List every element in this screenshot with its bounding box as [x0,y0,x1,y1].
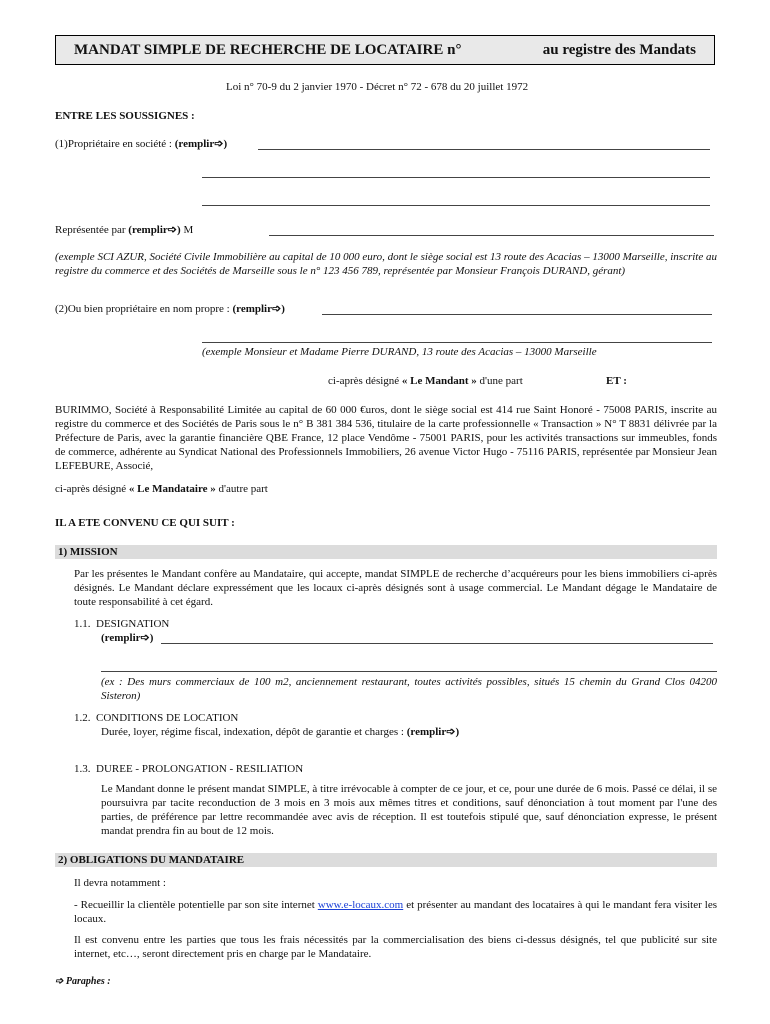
s12-heading [74,711,238,725]
owner-own-field-2[interactable] [202,342,712,343]
mission-text: Par les présentes le Mandant confère au Mandataire, qui accepte, mandat SIMPLE de recherche d’acquéreurs pour les biens immobiliers ci-après désignés. Le Mandant déclare expressément que les locaux ci-après désignés sont à usage commercial. Le Mandant dégage le Mandataire de toute responsabilité à cet égard. [74,568,717,608]
fees-paragraph: Il est convenu entre les parties que tous les frais nécessités par la commercialisation des biens ci-dessus désignés, tel que publicité sur site internet, etc…, seront directement pris en charge par le Mandataire. [74,934,717,960]
document-title: MANDAT SIMPLE DE RECHERCHE DE LOCATAIRE n° [74,42,462,58]
mandataire-post: d'autre part [215,483,268,495]
fill-marker: (remplir➩) [232,303,285,315]
owner-company-field-3[interactable] [202,205,710,206]
own-example: (exemple Monsieur et Madame Pierre DURAND, 13 route des Acacias – 13000 Marseille [202,346,597,358]
company-example: (exemple SCI AZUR, Société Civile Immobilière au capital de 10 000 euro, dont le siège social est 13 route des Acacias – 13000 Marseille, inscrite au registre du commerce et des Sociétés de Marseille sous le n° 123 456 789, représentée par Monsieur François DURAND, gérant) [55,251,717,277]
s12-title: CONDITIONS DE LOCATION [96,712,239,724]
obligations-section-bar [55,853,717,867]
mandant-designation [328,374,523,388]
designation-field-2[interactable] [101,671,717,672]
s11-title: DESIGNATION [96,618,170,630]
designation-field[interactable] [161,643,713,644]
fill-marker: (remplir➩) [174,138,228,150]
mandant-name: « Le Mandant » [401,375,477,387]
represented-row [55,223,193,237]
s12-row [101,725,459,739]
mission-heading: 1) MISSION [58,546,118,558]
s13-title: DUREE - PROLONGATION - RESILIATION [96,763,304,775]
agreed-heading: IL A ETE CONVENU CE QUI SUIT : [55,517,235,529]
fill-marker: (remplir➩) [101,632,154,644]
obligations-intro: Il devra notamment : [74,877,166,889]
owner-company-field[interactable] [258,149,710,150]
title-box [55,35,715,65]
owner-own-label: (2)Ou bien propriétaire en nom propre : [55,303,233,315]
owner-own-field[interactable] [322,314,712,315]
s11-example: (ex : Des murs commerciaux de 100 m2, anciennement restaurant, toutes activités possibles, situés 15 chemin du Grand Clos 04200 Sisteron) [101,676,717,702]
agency-paragraph: BURIMMO, Société à Responsabilité Limitée au capital de 60 000 €uros, dont le siège social est 414 rue Saint Honoré - 75008 PARIS, inscrite au registre du commerce et des Sociétés de Paris sous le n° B 381 384 536, titulaire de la carte professionnelle « Transaction » N° T 8831 délivrée par la Préfecture de Paris, avec la garantie financière QBE France, 12 place Vendôme - 75001 PARIS, pour les activités transactions sur immeubles, fonds de commerce, adhérente au Syndicat National des Professionnels Immobiliers, 26 avenue Victor Hugo - 75116 PARIS, représentée par Monsieur Jean LEFEBURE, Associé, [55,404,717,472]
mission-section-bar [55,545,717,559]
owner-company-field-2[interactable] [202,177,710,178]
s11-heading [74,617,169,631]
s13-heading [74,762,303,776]
s11-number: 1.1. [74,618,91,630]
fill-marker: (remplir➩) [406,726,460,738]
bullet-post: et présenter au mandant des locataires à qui le mandant fera visiter les locaux. [74,899,717,925]
owner-company-label: (1)Propriétaire en société : [55,138,175,150]
owner-own-row [55,302,285,316]
paraphes-label: ➩ Paraphes : [55,976,111,987]
s13-text: Le Mandant donne le présent mandat SIMPLE, à titre irrévocable à compter de ce jour, et ce, pour une durée de 6 mois. Passé ce délai, il se poursuivra par tacite reconduction de 3 mois en 3 mois aux mêmes titres et conditions, sauf dénonciation à tout moment par l'une des parties, de préférence par lettre recommandée avec avis de réception. Il est toutefois stipulé que, sauf dénonciation expresse, le présent mandat prendra fin au bout de 12 mois. [101,783,717,837]
register-label: au registre des Mandats [542,42,696,58]
fill-marker: (remplir➩) [128,224,181,236]
s12-number: 1.2. [74,712,91,724]
owner-company-row [55,137,227,151]
represented-field[interactable] [269,235,714,236]
mandant-pre: ci-après désigné [328,375,402,387]
s12-text: Durée, loyer, régime fiscal, indexation, dépôt de garantie et charges : [101,726,407,738]
law-reference: Loi n° 70-9 du 2 janvier 1970 - Décret n° 72 - 678 du 20 juillet 1972 [226,81,529,93]
obligations-bullet [74,898,717,926]
mandataire-pre: ci-après désigné [55,483,129,495]
mandataire-name: « Le Mandataire » [128,483,216,495]
represented-tail: M [180,224,194,236]
s13-number: 1.3. [74,763,91,775]
website-link[interactable]: www.e-locaux.com [317,899,404,911]
mandant-post: d'une part [476,375,523,387]
mandataire-designation [55,482,268,496]
represented-label: Représentée par [55,224,129,236]
parties-heading: ENTRE LES SOUSSIGNES : [55,110,195,122]
et-label: ET : [606,375,627,387]
obligations-heading: 2) OBLIGATIONS DU MANDATAIRE [58,854,245,866]
bullet-pre: - Recueillir la clientèle potentielle par son site internet [74,899,318,911]
